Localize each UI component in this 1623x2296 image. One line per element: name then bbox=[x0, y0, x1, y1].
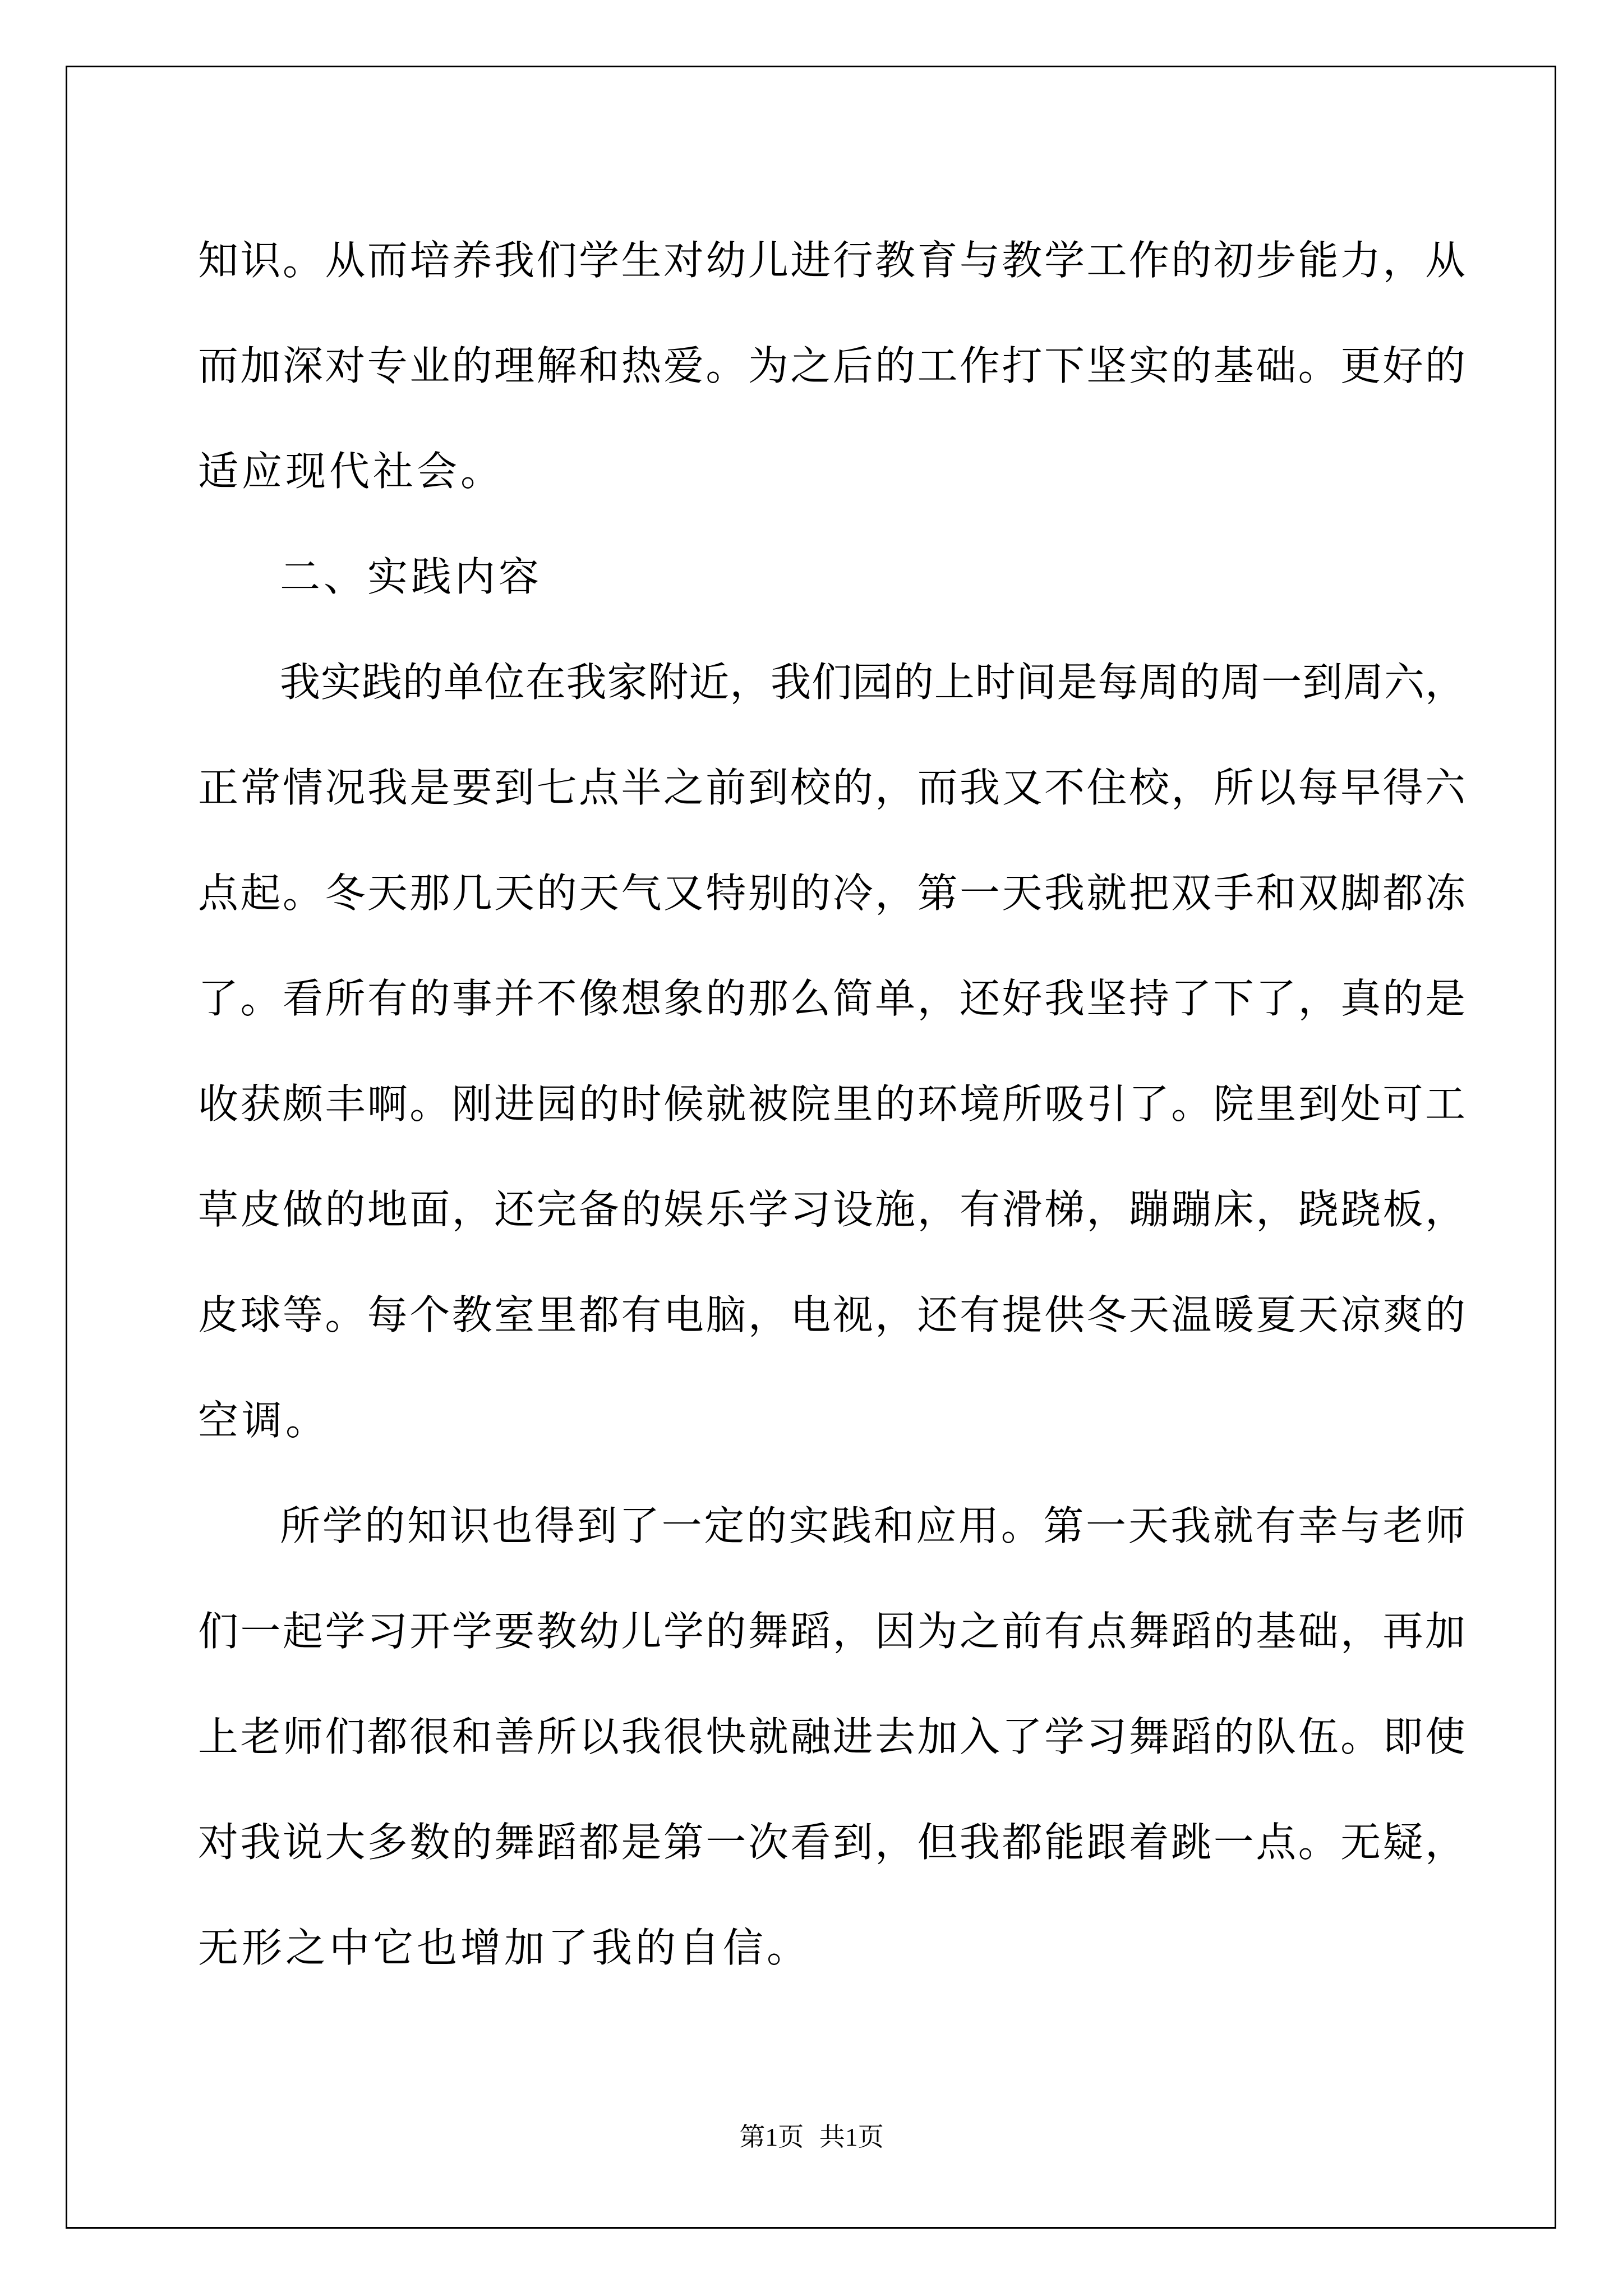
paragraph-line: 知识。从而培养我们学生对幼儿进行教育与教学工作的初步能力，从 bbox=[198, 237, 1465, 284]
paragraph-3 bbox=[198, 1473, 1465, 2000]
paragraph-line: 点起。冬天那几天的天气又特别的冷，第一天我就把双手和双脚都冻 bbox=[198, 869, 1465, 917]
paragraph-line: 我实践的单位在我家附近，我们园的上时间是每周的周一到周六， bbox=[280, 659, 1465, 706]
paragraph-line: 收获颇丰啊。刚进园的时候就被院里的环境所吸引了。院里到处可工 bbox=[198, 1080, 1465, 1128]
section-heading: 二、实践内容 bbox=[280, 553, 543, 600]
paragraph-line: 空调。 bbox=[198, 1397, 330, 1444]
paragraph-line: 上老师们都很和善所以我很快就融进去加入了学习舞蹈的队伍。即使 bbox=[198, 1713, 1465, 1760]
paragraph-line: 草皮做的地面，还完备的娱乐学习设施，有滑梯，蹦蹦床，跷跷板， bbox=[198, 1186, 1465, 1233]
paragraph-line: 了。看所有的事并不像想象的那么简单，还好我坚持了下了，真的是 bbox=[198, 975, 1465, 1022]
document-body bbox=[198, 208, 1465, 2000]
page-number: 第1页 bbox=[739, 2123, 804, 2151]
paragraph-line: 而加深对专业的理解和热爱。为之后的工作打下坚实的基础。更好的 bbox=[198, 342, 1465, 389]
paragraph-line: 皮球等。每个教室里都有电脑，电视，还有提供冬天温暖夏天凉爽的 bbox=[198, 1291, 1465, 1338]
paragraph-line: 们一起学习开学要教幼儿学的舞蹈，因为之前有点舞蹈的基础，再加 bbox=[198, 1608, 1465, 1655]
paragraph-line: 对我说大多数的舞蹈都是第一次看到，但我都能跟着跳一点。无疑， bbox=[198, 1819, 1465, 1866]
paragraph-1 bbox=[198, 208, 1465, 524]
page-total: 共1页 bbox=[819, 2123, 884, 2151]
paragraph-line: 正常情况我是要到七点半之前到校的，而我又不住校，所以每早得六 bbox=[198, 764, 1465, 811]
paragraph-2 bbox=[198, 629, 1465, 1473]
paragraph-line: 所学的知识也得到了一定的实践和应用。第一天我就有幸与老师 bbox=[280, 1502, 1465, 1549]
paragraph-line: 适应现代社会。 bbox=[198, 448, 505, 495]
page-footer bbox=[0, 2120, 1623, 2154]
paragraph-line: 无形之中它也增加了我的自信。 bbox=[198, 1924, 811, 1971]
